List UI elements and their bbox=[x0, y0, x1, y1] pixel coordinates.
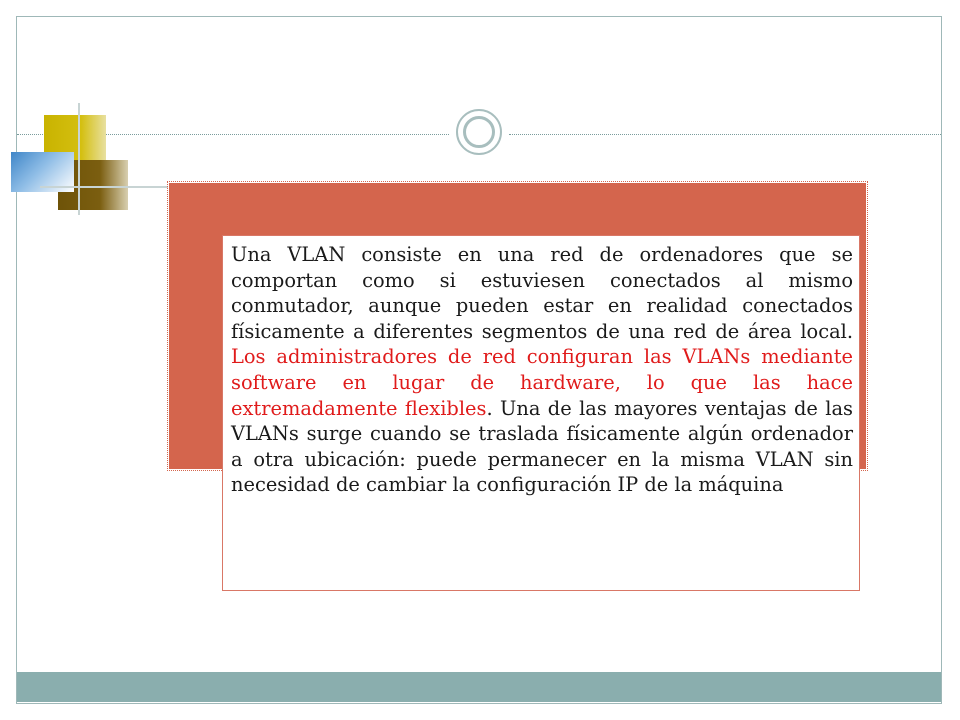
paragraph-text-start: Una VLAN consiste en una red de ordenadores que se comportan como si estuviesen conectados al mismo conmutador, aunque pueden estar en realidad conectados físicamente a diferentes segmentos de una red de área local. bbox=[231, 243, 853, 343]
body-paragraph bbox=[231, 242, 853, 498]
decorative-cross-vertical bbox=[78, 103, 80, 215]
paragraph-text-end: . Una de las mayores ventajas de las VLANs surge cuando se traslada físicamente algún ordenador a otra ubicación: puede permanecer en la misma VLAN sin necesidad de cambiar la configuración IP de la máquina bbox=[231, 396, 853, 497]
content-text-box bbox=[222, 235, 860, 591]
footer-bar bbox=[17, 672, 941, 702]
paragraph-highlight: Los administradores de red configuran las VLANs mediante software en lugar de hardware, lo que las hace extremadamente flexibles bbox=[231, 345, 853, 420]
circle-ornament bbox=[456, 109, 502, 155]
divider-line-right bbox=[509, 134, 941, 135]
decorative-cross-horizontal bbox=[40, 186, 168, 188]
